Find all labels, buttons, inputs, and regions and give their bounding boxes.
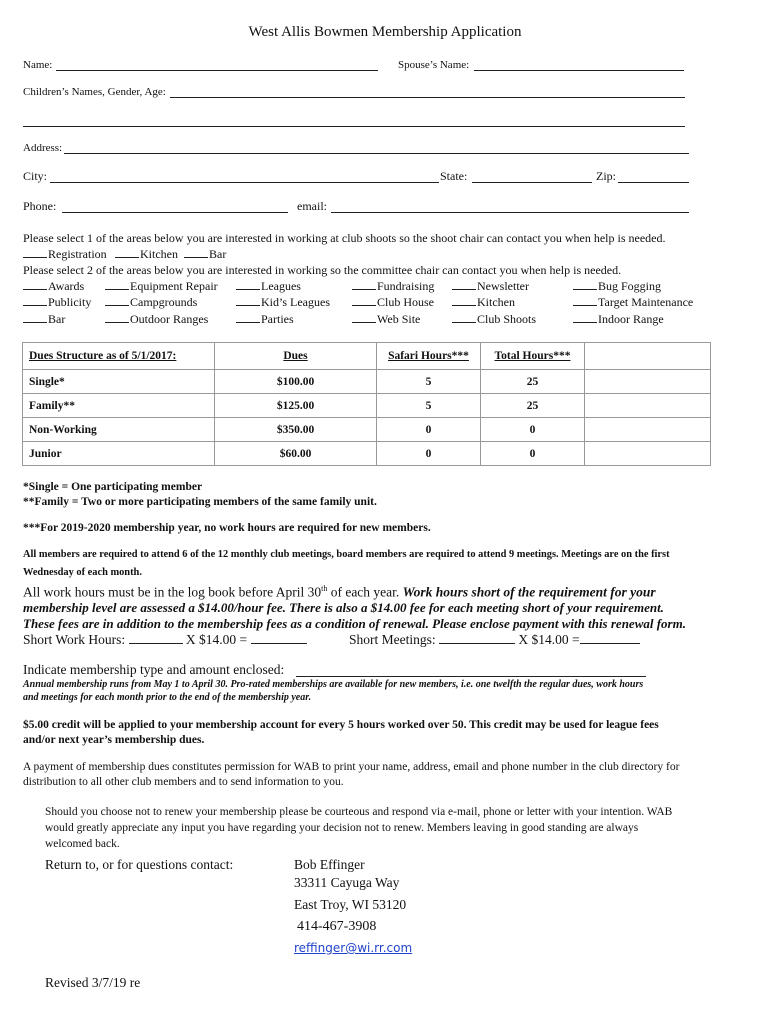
option-parties[interactable]: Parties <box>236 312 294 327</box>
note-single: *Single = One participating member <box>23 481 203 493</box>
option-bar-2[interactable]: Bar <box>23 312 65 327</box>
short-hours-total-field[interactable] <box>251 632 307 644</box>
zip-field[interactable] <box>618 182 689 183</box>
table-cell: 5 <box>377 394 481 418</box>
option-kitchen[interactable]: Kitchen <box>115 247 178 262</box>
contact-street: 33311 Cayuga Way <box>294 875 400 890</box>
table-row <box>23 394 711 418</box>
children-field-2[interactable] <box>23 126 685 127</box>
annual-note: Annual membership runs from May 1 to April 30. Pro-rated memberships are available for new members, i.e. one twelfth the regular dues, work hours <box>23 679 644 690</box>
table-header: Dues Structure as of 5/1/2017: <box>29 350 177 362</box>
select2-intro: Please select 2 of the areas below you are interested in working so the committee chair can contact you when help is needed. <box>23 263 622 277</box>
indicate-label: Indicate membership type and amount enclosed: <box>23 662 285 677</box>
credit-note: $5.00 credit will be applied to your membership account for every 5 hours worked over 50. This credit may be used for league fees <box>23 719 659 731</box>
table-header: Dues <box>283 350 308 362</box>
contact-email-link[interactable]: reffinger@wi.rr.com <box>294 941 413 955</box>
contact-name: Bob Effinger <box>294 857 365 872</box>
option-kids-leagues[interactable]: Kid’s Leagues <box>236 295 330 310</box>
note-meetings: All members are required to attend 6 of the 12 monthly club meetings, board members are required to attend 9 meetings. Meetings are on the first <box>23 549 670 560</box>
table-cell: Family** <box>23 394 215 418</box>
spouse-label: Spouse’s Name: <box>398 59 470 71</box>
table-cell: Junior <box>23 442 215 466</box>
name-label: Name: <box>23 59 53 71</box>
option-newsletter[interactable]: Newsletter <box>452 279 529 294</box>
table-cell: 0 <box>377 442 481 466</box>
table-cell: $60.00 <box>215 442 377 466</box>
option-leagues[interactable]: Leagues <box>236 279 301 294</box>
table-cell: 0 <box>377 418 481 442</box>
table-row <box>23 418 711 442</box>
permission-note: A payment of membership dues constitutes permission for WAB to print your name, address, email and phone number in the club directory for <box>23 761 680 773</box>
option-fundraising[interactable]: Fundraising <box>352 279 434 294</box>
contact-city: East Troy, WI 53120 <box>294 897 407 912</box>
phone-label: Phone: <box>23 199 57 213</box>
work-hours-line1: All work hours must be in the log book before April 30th of each year. Work hours short of the requirement for your <box>23 584 656 600</box>
spouse-field[interactable] <box>474 70 684 71</box>
option-outdoor-ranges[interactable]: Outdoor Ranges <box>105 312 208 327</box>
renew-note: Should you choose not to renew your membership please be courteous and respond via e-mail, phone or letter with your intention. WAB <box>45 806 673 818</box>
table-cell: Non-Working <box>23 418 215 442</box>
option-target-maintenance[interactable]: Target Maintenance <box>573 295 693 310</box>
option-web-site[interactable]: Web Site <box>352 312 420 327</box>
email-field[interactable] <box>331 212 689 213</box>
option-club-house[interactable]: Club House <box>352 295 434 310</box>
contact-label: Return to, or for questions contact: <box>45 857 234 872</box>
option-bug-fogging[interactable]: Bug Fogging <box>573 279 661 294</box>
annual-note-2: and meetings for each month prior to the end of the membership year. <box>23 692 312 703</box>
table-cell: 25 <box>481 370 585 394</box>
renew-note-2: would greatly appreciate any input you have regarding your decision not to renew. Members leaving in good standing are always <box>45 822 639 834</box>
indicate-field[interactable] <box>296 676 646 677</box>
children-field[interactable] <box>170 97 685 98</box>
option-equipment-repair[interactable]: Equipment Repair <box>105 279 218 294</box>
note-new-members: ***For 2019-2020 membership year, no work hours are required for new members. <box>23 522 431 534</box>
table-header: Safari Hours*** <box>388 350 469 362</box>
zip-label: Zip: <box>596 169 616 183</box>
table-cell: 25 <box>481 394 585 418</box>
form-title: West Allis Bowmen Membership Application <box>248 24 522 40</box>
revised-note: Revised 3/7/19 re <box>45 975 141 990</box>
table-row <box>23 442 711 466</box>
email-label: email: <box>297 199 327 213</box>
select1-intro: Please select 1 of the areas below you are interested in working at club shoots so the shoot chair can contact you when help is needed. <box>23 231 666 245</box>
name-field[interactable] <box>56 70 378 71</box>
city-label: City: <box>23 169 48 183</box>
credit-note-2: and/or next year’s membership dues. <box>23 734 205 746</box>
option-registration[interactable]: Registration <box>23 247 107 262</box>
state-field[interactable] <box>472 182 592 183</box>
work-hours-line3: These fees are in addition to the membership fees as a condition of renewal. Please enclose payment with this renewal form. <box>23 616 686 631</box>
renew-note-3: welcomed back. <box>45 838 120 850</box>
short-meetings-field[interactable] <box>439 632 515 644</box>
option-kitchen-2[interactable]: Kitchen <box>452 295 515 310</box>
option-bar[interactable]: Bar <box>184 247 226 262</box>
dues-table <box>22 342 711 466</box>
table-header: Total Hours*** <box>494 350 571 362</box>
table-cell: $100.00 <box>215 370 377 394</box>
address-label: Address: <box>23 142 63 154</box>
table-cell: Single* <box>23 370 215 394</box>
table-cell: 0 <box>481 418 585 442</box>
table-cell: 0 <box>481 442 585 466</box>
table-header-row <box>23 343 711 370</box>
address-field[interactable] <box>64 153 689 154</box>
permission-note-2: distribution to all other club members and to send information to you. <box>23 776 344 788</box>
note-family: **Family = Two or more participating members of the same family unit. <box>23 496 377 508</box>
short-meetings-total-field[interactable] <box>580 632 640 644</box>
children-label: Children’s Names, Gender, Age: <box>23 86 166 98</box>
option-club-shoots[interactable]: Club Shoots <box>452 312 536 327</box>
city-field[interactable] <box>50 182 439 183</box>
table-cell: $350.00 <box>215 418 377 442</box>
option-campgrounds[interactable]: Campgrounds <box>105 295 197 310</box>
table-cell: 5 <box>377 370 481 394</box>
short-meetings-row: Short Meetings: X $14.00 = <box>349 632 640 648</box>
note-meetings-2: Wednesday of each month. <box>23 567 142 578</box>
option-indoor-range[interactable]: Indoor Range <box>573 312 664 327</box>
option-awards[interactable]: Awards <box>23 279 84 294</box>
phone-field[interactable] <box>62 212 288 213</box>
option-publicity[interactable]: Publicity <box>23 295 91 310</box>
short-hours-field[interactable] <box>129 632 183 644</box>
table-cell: $125.00 <box>215 394 377 418</box>
contact-phone: 414-467-3908 <box>297 919 377 934</box>
work-hours-line2: membership level are assessed a $14.00/hour fee. There is also a $14.00 fee for each meeting short of your requirement. <box>23 600 664 615</box>
state-label: State: <box>440 169 468 183</box>
table-row <box>23 370 711 394</box>
short-hours-row: Short Work Hours: X $14.00 = <box>23 632 307 648</box>
